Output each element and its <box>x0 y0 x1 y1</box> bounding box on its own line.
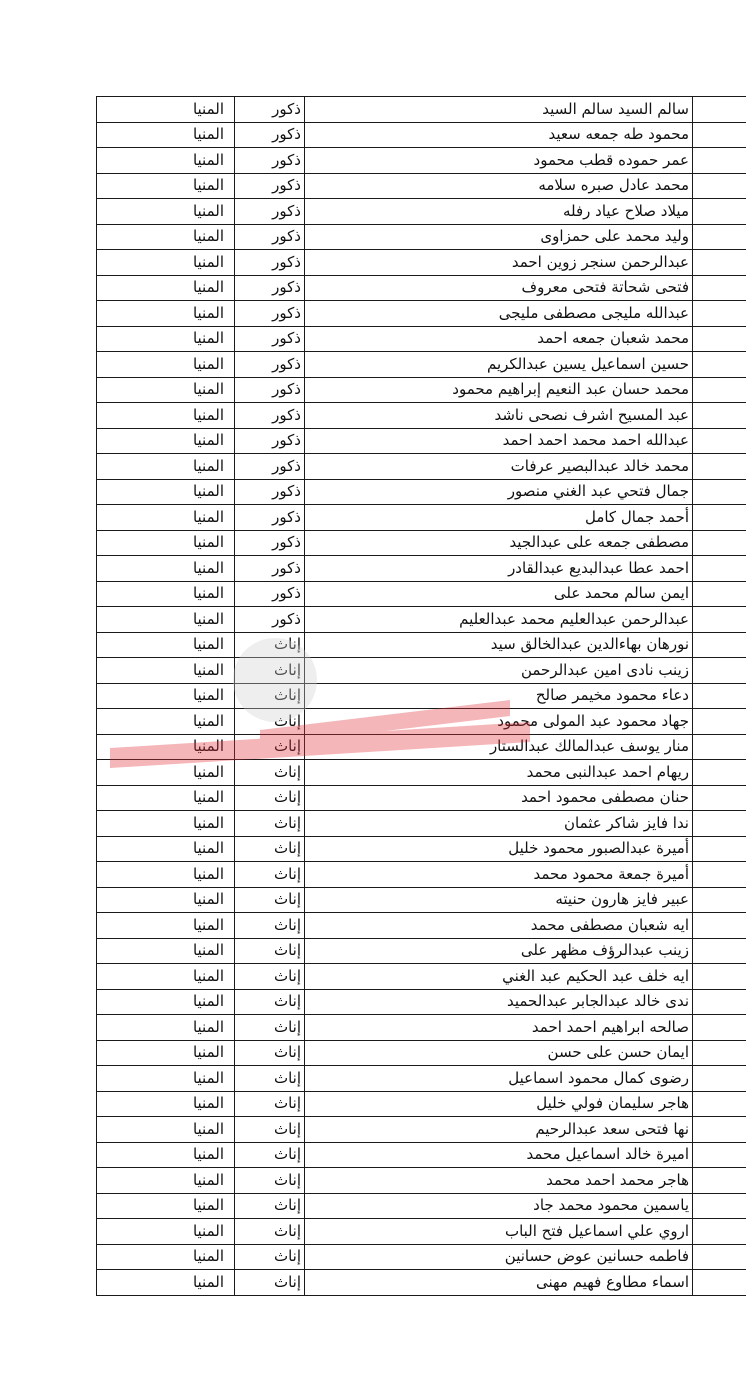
governorate-cell: المنيا <box>97 1142 235 1168</box>
edge-cell <box>693 862 746 888</box>
governorate-cell: المنيا <box>97 964 235 990</box>
names-table <box>96 96 746 1296</box>
table-row <box>97 275 746 301</box>
governorate-cell: المنيا <box>97 301 235 327</box>
table-row <box>97 632 746 658</box>
gender-cell: ذكور <box>235 275 305 301</box>
gender-cell: إناث <box>235 1270 305 1296</box>
table-row <box>97 989 746 1015</box>
name-cell: ندا فايز شاكر عثمان <box>305 811 693 837</box>
edge-cell <box>693 301 746 327</box>
edge-cell <box>693 913 746 939</box>
gender-cell: إناث <box>235 1040 305 1066</box>
table-row <box>97 1193 746 1219</box>
table-row <box>97 173 746 199</box>
governorate-cell: المنيا <box>97 556 235 582</box>
gender-cell: ذكور <box>235 428 305 454</box>
name-cell: حنان مصطفى محمود احمد <box>305 785 693 811</box>
gender-cell: إناث <box>235 760 305 786</box>
table-row <box>97 1117 746 1143</box>
gender-cell: إناث <box>235 1117 305 1143</box>
gender-cell: ذكور <box>235 122 305 148</box>
gender-cell: ذكور <box>235 377 305 403</box>
name-cell: محمد حسان عبد النعيم إبراهيم محمود <box>305 377 693 403</box>
edge-cell <box>693 377 746 403</box>
name-cell: رضوى كمال محمود اسماعيل <box>305 1066 693 1092</box>
name-cell: عبير فايز هارون حنيته <box>305 887 693 913</box>
table-row <box>97 760 746 786</box>
name-cell: عبدالله احمد محمد احمد احمد <box>305 428 693 454</box>
table-row <box>97 1066 746 1092</box>
edge-cell <box>693 403 746 429</box>
edge-cell <box>693 1219 746 1245</box>
table-row <box>97 887 746 913</box>
table-row <box>97 1040 746 1066</box>
governorate-cell: المنيا <box>97 1040 235 1066</box>
gender-cell: ذكور <box>235 250 305 276</box>
name-cell: احمد عطا عبدالبديع عبدالقادر <box>305 556 693 582</box>
table-row <box>97 1142 746 1168</box>
gender-cell: ذكور <box>235 224 305 250</box>
name-cell: جهاد محمود عبد المولى محمود <box>305 709 693 735</box>
table-row <box>97 734 746 760</box>
name-cell: اميرة خالد اسماعيل محمد <box>305 1142 693 1168</box>
edge-cell <box>693 148 746 174</box>
table-row <box>97 683 746 709</box>
gender-cell: إناث <box>235 709 305 735</box>
table-row <box>97 913 746 939</box>
governorate-cell: المنيا <box>97 836 235 862</box>
edge-cell <box>693 989 746 1015</box>
name-cell: نورهان بهاءالدين عبدالخالق سيد <box>305 632 693 658</box>
governorate-cell: المنيا <box>97 1117 235 1143</box>
names-table-body <box>97 97 746 1296</box>
name-cell: ريهام احمد عبدالنبى محمد <box>305 760 693 786</box>
edge-cell <box>693 1040 746 1066</box>
gender-cell: ذكور <box>235 505 305 531</box>
name-cell: أميرة عبدالصبور محمود خليل <box>305 836 693 862</box>
edge-cell <box>693 607 746 633</box>
gender-cell: إناث <box>235 1142 305 1168</box>
edge-cell <box>693 428 746 454</box>
governorate-cell: المنيا <box>97 913 235 939</box>
table-row <box>97 199 746 225</box>
name-cell: عبدالرحمن سنجر زوين احمد <box>305 250 693 276</box>
governorate-cell: المنيا <box>97 658 235 684</box>
table-row <box>97 403 746 429</box>
edge-cell <box>693 173 746 199</box>
edge-cell <box>693 1015 746 1041</box>
gender-cell: ذكور <box>235 556 305 582</box>
governorate-cell: المنيا <box>97 989 235 1015</box>
name-cell: ايه خلف عبد الحكيم عبد الغني <box>305 964 693 990</box>
table-row <box>97 479 746 505</box>
edge-cell <box>693 734 746 760</box>
edge-cell <box>693 1193 746 1219</box>
governorate-cell: المنيا <box>97 1168 235 1194</box>
governorate-cell: المنيا <box>97 1270 235 1296</box>
table-row <box>97 377 746 403</box>
name-cell: عبدالله مليجى مصطفى مليجى <box>305 301 693 327</box>
edge-cell <box>693 632 746 658</box>
name-cell: أميرة جمعة محمود محمد <box>305 862 693 888</box>
edge-cell <box>693 224 746 250</box>
gender-cell: ذكور <box>235 581 305 607</box>
name-cell: ميلاد صلاح عياد رفله <box>305 199 693 225</box>
name-cell: فتحى شحاتة فتحى معروف <box>305 275 693 301</box>
gender-cell: إناث <box>235 658 305 684</box>
gender-cell: إناث <box>235 964 305 990</box>
table-row <box>97 1244 746 1270</box>
governorate-cell: المنيا <box>97 1066 235 1092</box>
name-cell: محمود طه جمعه سعيد <box>305 122 693 148</box>
name-cell: جمال فتحي عبد الغني منصور <box>305 479 693 505</box>
governorate-cell: المنيا <box>97 709 235 735</box>
governorate-cell: المنيا <box>97 326 235 352</box>
table-row <box>97 454 746 480</box>
edge-cell <box>693 760 746 786</box>
governorate-cell: المنيا <box>97 199 235 225</box>
gender-cell: ذكور <box>235 326 305 352</box>
governorate-cell: المنيا <box>97 275 235 301</box>
name-cell: اروي علي اسماعيل فتح الباب <box>305 1219 693 1245</box>
name-cell: محمد خالد عبدالبصير عرفات <box>305 454 693 480</box>
edge-cell <box>693 1066 746 1092</box>
names-sheet <box>96 96 746 1296</box>
table-row <box>97 352 746 378</box>
edge-cell <box>693 454 746 480</box>
gender-cell: ذكور <box>235 173 305 199</box>
table-row <box>97 1091 746 1117</box>
gender-cell: إناث <box>235 862 305 888</box>
edge-cell <box>693 683 746 709</box>
gender-cell: إناث <box>235 683 305 709</box>
name-cell: نها فتحى سعد عبدالرحيم <box>305 1117 693 1143</box>
edge-cell <box>693 556 746 582</box>
governorate-cell: المنيا <box>97 454 235 480</box>
table-row <box>97 581 746 607</box>
name-cell: ايمان حسن على حسن <box>305 1040 693 1066</box>
name-cell: دعاء محمود مخيمر صالح <box>305 683 693 709</box>
edge-cell <box>693 326 746 352</box>
name-cell: اسماء مطاوع فهيم مهنى <box>305 1270 693 1296</box>
edge-cell <box>693 581 746 607</box>
table-row <box>97 607 746 633</box>
gender-cell: ذكور <box>235 148 305 174</box>
governorate-cell: المنيا <box>97 1091 235 1117</box>
governorate-cell: المنيا <box>97 581 235 607</box>
name-cell: سالم السيد سالم السيد <box>305 97 693 123</box>
edge-cell <box>693 250 746 276</box>
edge-cell <box>693 1168 746 1194</box>
table-row <box>97 224 746 250</box>
name-cell: عمر حموده قطب محمود <box>305 148 693 174</box>
edge-cell <box>693 887 746 913</box>
table-row <box>97 1168 746 1194</box>
edge-cell <box>693 1244 746 1270</box>
governorate-cell: المنيا <box>97 479 235 505</box>
name-cell: منار يوسف عبدالمالك عبدالستار <box>305 734 693 760</box>
governorate-cell: المنيا <box>97 505 235 531</box>
edge-cell <box>693 836 746 862</box>
name-cell: عبد المسيح اشرف نصحى ناشد <box>305 403 693 429</box>
governorate-cell: المنيا <box>97 173 235 199</box>
governorate-cell: المنيا <box>97 938 235 964</box>
edge-cell <box>693 97 746 123</box>
edge-cell <box>693 785 746 811</box>
table-row <box>97 938 746 964</box>
governorate-cell: المنيا <box>97 785 235 811</box>
edge-cell <box>693 1117 746 1143</box>
table-row <box>97 785 746 811</box>
name-cell: زينب عبدالرؤف مظهر على <box>305 938 693 964</box>
governorate-cell: المنيا <box>97 683 235 709</box>
gender-cell: ذكور <box>235 479 305 505</box>
name-cell: هاجر سليمان فولي خليل <box>305 1091 693 1117</box>
gender-cell: إناث <box>235 632 305 658</box>
gender-cell: ذكور <box>235 454 305 480</box>
gender-cell: إناث <box>235 1219 305 1245</box>
edge-cell <box>693 275 746 301</box>
table-row <box>97 556 746 582</box>
edge-cell <box>693 658 746 684</box>
table-row <box>97 301 746 327</box>
governorate-cell: المنيا <box>97 862 235 888</box>
gender-cell: إناث <box>235 1066 305 1092</box>
table-row <box>97 709 746 735</box>
name-cell: مصطفى جمعه على عبدالجيد <box>305 530 693 556</box>
governorate-cell: المنيا <box>97 428 235 454</box>
gender-cell: إناث <box>235 1244 305 1270</box>
governorate-cell: المنيا <box>97 250 235 276</box>
governorate-cell: المنيا <box>97 1015 235 1041</box>
edge-cell <box>693 1091 746 1117</box>
governorate-cell: المنيا <box>97 403 235 429</box>
table-row <box>97 1219 746 1245</box>
gender-cell: ذكور <box>235 352 305 378</box>
governorate-cell: المنيا <box>97 530 235 556</box>
name-cell: هاجر محمد احمد محمد <box>305 1168 693 1194</box>
gender-cell: إناث <box>235 1193 305 1219</box>
name-cell: زينب نادى امين عبدالرحمن <box>305 658 693 684</box>
gender-cell: إناث <box>235 1091 305 1117</box>
governorate-cell: المنيا <box>97 122 235 148</box>
table-row <box>97 122 746 148</box>
edge-cell <box>693 352 746 378</box>
name-cell: وليد محمد على حمزاوى <box>305 224 693 250</box>
governorate-cell: المنيا <box>97 887 235 913</box>
governorate-cell: المنيا <box>97 1193 235 1219</box>
gender-cell: إناث <box>235 811 305 837</box>
name-cell: فاطمه حسانين عوض حسانين <box>305 1244 693 1270</box>
table-row <box>97 148 746 174</box>
name-cell: حسين اسماعيل يسين عبدالكريم <box>305 352 693 378</box>
table-row <box>97 428 746 454</box>
governorate-cell: المنيا <box>97 811 235 837</box>
governorate-cell: المنيا <box>97 224 235 250</box>
edge-cell <box>693 530 746 556</box>
edge-cell <box>693 1142 746 1168</box>
gender-cell: ذكور <box>235 403 305 429</box>
edge-cell <box>693 811 746 837</box>
governorate-cell: المنيا <box>97 607 235 633</box>
edge-cell <box>693 122 746 148</box>
table-row <box>97 836 746 862</box>
table-row <box>97 250 746 276</box>
name-cell: أحمد جمال كامل <box>305 505 693 531</box>
edge-cell <box>693 938 746 964</box>
gender-cell: إناث <box>235 836 305 862</box>
table-row <box>97 1015 746 1041</box>
name-cell: صالحه ابراهيم احمد احمد <box>305 1015 693 1041</box>
governorate-cell: المنيا <box>97 760 235 786</box>
table-row <box>97 530 746 556</box>
gender-cell: ذكور <box>235 301 305 327</box>
table-row <box>97 1270 746 1296</box>
edge-cell <box>693 199 746 225</box>
edge-cell <box>693 709 746 735</box>
table-row <box>97 505 746 531</box>
gender-cell: ذكور <box>235 97 305 123</box>
gender-cell: إناث <box>235 989 305 1015</box>
gender-cell: إناث <box>235 1168 305 1194</box>
gender-cell: ذكور <box>235 607 305 633</box>
gender-cell: إناث <box>235 1015 305 1041</box>
gender-cell: إناث <box>235 734 305 760</box>
gender-cell: ذكور <box>235 530 305 556</box>
edge-cell <box>693 964 746 990</box>
table-row <box>97 326 746 352</box>
name-cell: ياسمين محمود محمد جاد <box>305 1193 693 1219</box>
governorate-cell: المنيا <box>97 352 235 378</box>
edge-cell <box>693 479 746 505</box>
name-cell: ايه شعبان مصطفى محمد <box>305 913 693 939</box>
name-cell: محمد عادل صبره سلامه <box>305 173 693 199</box>
governorate-cell: المنيا <box>97 1244 235 1270</box>
gender-cell: إناث <box>235 938 305 964</box>
edge-cell <box>693 505 746 531</box>
gender-cell: إناث <box>235 785 305 811</box>
governorate-cell: المنيا <box>97 1219 235 1245</box>
governorate-cell: المنيا <box>97 97 235 123</box>
table-row <box>97 658 746 684</box>
governorate-cell: المنيا <box>97 148 235 174</box>
name-cell: محمد شعبان جمعه احمد <box>305 326 693 352</box>
table-row <box>97 97 746 123</box>
governorate-cell: المنيا <box>97 632 235 658</box>
name-cell: عبدالرحمن عبدالعليم محمد عبدالعليم <box>305 607 693 633</box>
table-row <box>97 811 746 837</box>
name-cell: ايمن سالم محمد على <box>305 581 693 607</box>
table-row <box>97 862 746 888</box>
edge-cell <box>693 1270 746 1296</box>
governorate-cell: المنيا <box>97 734 235 760</box>
name-cell: ندى خالد عبدالجابر عبدالحميد <box>305 989 693 1015</box>
governorate-cell: المنيا <box>97 377 235 403</box>
gender-cell: إناث <box>235 887 305 913</box>
table-row <box>97 964 746 990</box>
gender-cell: إناث <box>235 913 305 939</box>
gender-cell: ذكور <box>235 199 305 225</box>
